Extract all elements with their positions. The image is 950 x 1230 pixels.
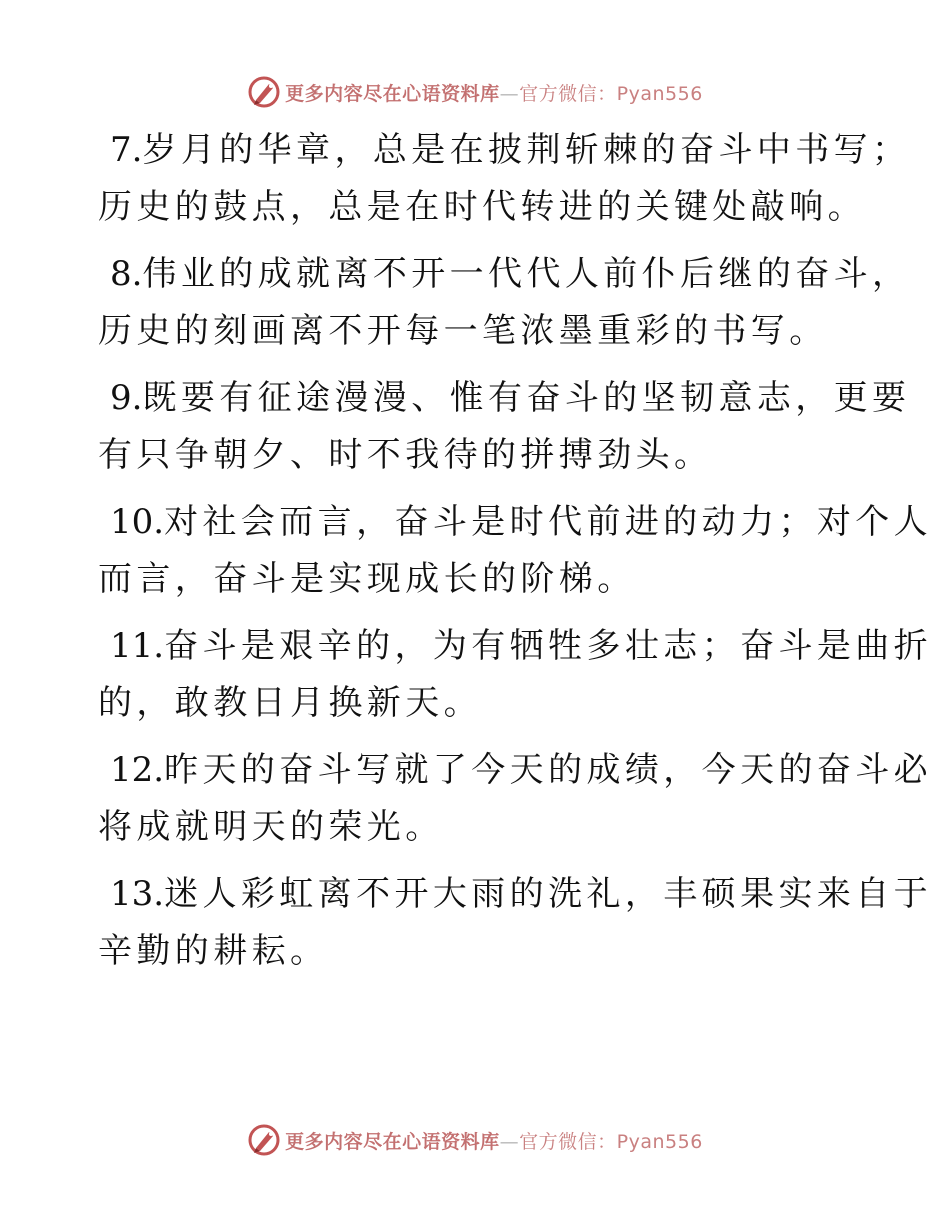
item-line-2: 辛勤的耕耘。: [98, 930, 329, 971]
footer-banner: [0, 1118, 950, 1162]
banner-prefix: 更多内容尽在心语资料库: [285, 82, 500, 105]
item-line-2: 而言，奋斗是实现成长的阶梯。: [98, 558, 636, 599]
item-line-1: [98, 370, 911, 427]
banner-wechat: 官方微信：Pyan556: [519, 82, 703, 105]
item-line-1: [98, 866, 933, 923]
quote-list: [98, 122, 933, 990]
item-line-1: [98, 618, 933, 675]
item-line-2: 历史的刻画离不开每一笔浓墨重彩的书写。: [98, 310, 828, 351]
list-item: [98, 618, 933, 731]
banner-wechat: 官方微信：Pyan556: [519, 1130, 703, 1153]
item-number: 8.: [110, 254, 143, 294]
footer-banner-text: [285, 1127, 703, 1154]
item-text: 既要有征途漫漫、惟有奋斗的坚韧意志，更要: [142, 378, 911, 418]
item-number: 13.: [110, 874, 165, 914]
item-line-2: 将成就明天的荣光。: [98, 806, 444, 847]
header-banner: [0, 70, 950, 114]
item-line-2: 历史的鼓点，总是在时代转进的关键处敲响。: [98, 186, 866, 227]
item-line-1: [98, 122, 911, 179]
item-number: 12.: [110, 750, 165, 790]
item-line-1: [98, 742, 933, 799]
item-number: 11.: [110, 626, 165, 666]
item-number: 9.: [110, 378, 143, 418]
item-text: 昨天的奋斗写就了今天的成绩，今天的奋斗必: [164, 750, 933, 790]
list-item: [98, 246, 911, 359]
banner-dash: —: [499, 82, 520, 105]
item-text: 迷人彩虹离不开大雨的洗礼，丰硕果实来自于: [164, 874, 933, 914]
pen-logo-icon: [247, 75, 281, 109]
item-line-2: 的，敢教日月换新天。: [98, 682, 482, 723]
item-line-1: [98, 494, 933, 551]
item-text: 伟业的成就离不开一代代人前仆后继的奋斗，: [142, 254, 911, 294]
item-line-1: [98, 246, 911, 303]
list-item: [98, 866, 933, 979]
header-banner-text: [285, 79, 703, 106]
item-text: 奋斗是艰辛的，为有牺牲多壮志；奋斗是曲折: [164, 626, 933, 666]
banner-dash: —: [499, 1130, 520, 1153]
list-item: [98, 742, 933, 855]
list-item: [98, 494, 933, 607]
item-number: 7.: [110, 130, 143, 170]
item-line-2: 有只争朝夕、时不我待的拼搏劲头。: [98, 434, 713, 475]
item-text: 岁月的华章，总是在披荆斩棘的奋斗中书写；: [142, 130, 911, 170]
banner-prefix: 更多内容尽在心语资料库: [285, 1130, 500, 1153]
list-item: [98, 122, 911, 235]
list-item: [98, 370, 911, 483]
item-text: 对社会而言，奋斗是时代前进的动力；对个人: [164, 502, 933, 542]
item-number: 10.: [110, 502, 165, 542]
pen-logo-icon: [247, 1123, 281, 1157]
